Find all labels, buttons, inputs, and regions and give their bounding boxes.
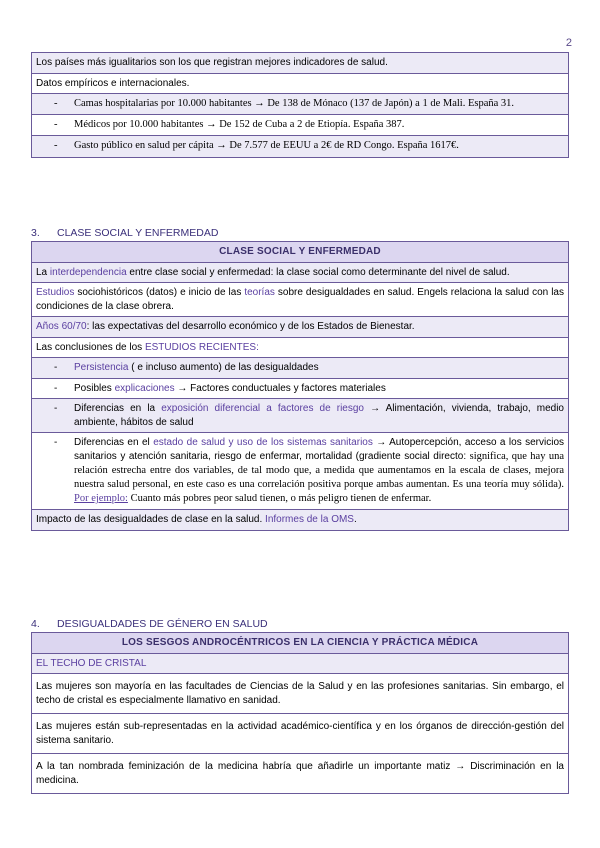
section-title-3: 3. CLASE SOCIAL Y ENFERMEDAD xyxy=(31,227,219,239)
list-item: - Diferencias en el estado de salud y uso de los sistemas sanitarios → Autopercepción, acceso a los servicios sanitarios y atención sanitaria, riesgo de enfermar, mortalidad (gradiente social directo: significa, que hay una relación estrecha entre dos variables, de tal modo que, a medida que aumentamos en la escala de clases, mejora nuestra salud personal, en este caso es una correlación positiva porque ambas aumentan. Es una teoría muy sólida). Por ejemplo: Cuanto más pobres peor salud tienen, o más peligro tienen de enfermar. xyxy=(32,433,569,510)
table-row: EL TECHO DE CRISTAL xyxy=(32,653,569,674)
table-row: La interdependencia entre clase social y enfermedad: la clase social como determinante del nivel de salud. xyxy=(32,262,569,283)
list-item: - Persistencia ( e incluso aumento) de las desigualdades xyxy=(32,358,569,379)
section-title-4: 4. DESIGUALDADES DE GÉNERO EN SALUD xyxy=(31,618,268,630)
table-row: Las mujeres están sub-representadas en la actividad académico-científica y en los órganos de dirección-gestión del sistema sanitario. xyxy=(32,714,569,754)
list-item: - Gasto público en salud per cápita → De 7.577 de EEUU a 2€ de RD Congo. España 1617€. xyxy=(32,136,569,157)
list-item: - Posibles explicaciones → Factores conductuales y factores materiales xyxy=(32,378,569,399)
table-row: Años 60/70: las expectativas del desarrollo económico y de los Estados de Bienestar. xyxy=(32,317,569,338)
list-item: - Camas hospitalarias por 10.000 habitantes → De 138 de Mónaco (137 de Japón) a 1 de Mali. España 31. xyxy=(32,94,569,115)
table-row: Las conclusiones de los ESTUDIOS RECIENTES: xyxy=(32,337,569,358)
table-social-class xyxy=(31,241,569,531)
table-row: A la tan nombrada feminización de la medicina habría que añadirle un importante matiz → Discriminación en la medicina. xyxy=(32,754,569,794)
table-equality-indicators xyxy=(31,52,569,158)
table-row: Estudios sociohistóricos (datos) e inicio de las teorías sobre desigualdades en salud. Engels relaciona la salud con las condiciones de la clase obrera. xyxy=(32,283,569,317)
table-row: Impacto de las desigualdades de clase en la salud. Informes de la OMS. xyxy=(32,510,569,531)
table-header: CLASE SOCIAL Y ENFERMEDAD xyxy=(32,242,569,263)
list-item: - Diferencias en la exposición diferencial a factores de riesgo → Alimentación, vivienda, trabajo, medio ambiente, hábitos de salud xyxy=(32,399,569,433)
table-row: Datos empíricos e internacionales. xyxy=(32,73,569,94)
example-link[interactable]: Por ejemplo: xyxy=(74,493,128,505)
table-row: Los países más igualitarios son los que registran mejores indicadores de salud. xyxy=(32,53,569,74)
table-row: Las mujeres son mayoría en las facultades de Ciencias de la Salud y en las profesiones sanitarias. Sin embargo, el techo de cristal es especialmente llamativo en sanidad. xyxy=(32,674,569,714)
page-number: 2 xyxy=(565,37,572,49)
table-gender-inequality xyxy=(31,632,569,794)
list-item: - Médicos por 10.000 habitantes → De 152 de Cuba a 2 de Etiopía. España 387. xyxy=(32,115,569,136)
table-header: LOS SESGOS ANDROCÉNTRICOS EN LA CIENCIA Y PRÁCTICA MÉDICA xyxy=(32,633,569,654)
